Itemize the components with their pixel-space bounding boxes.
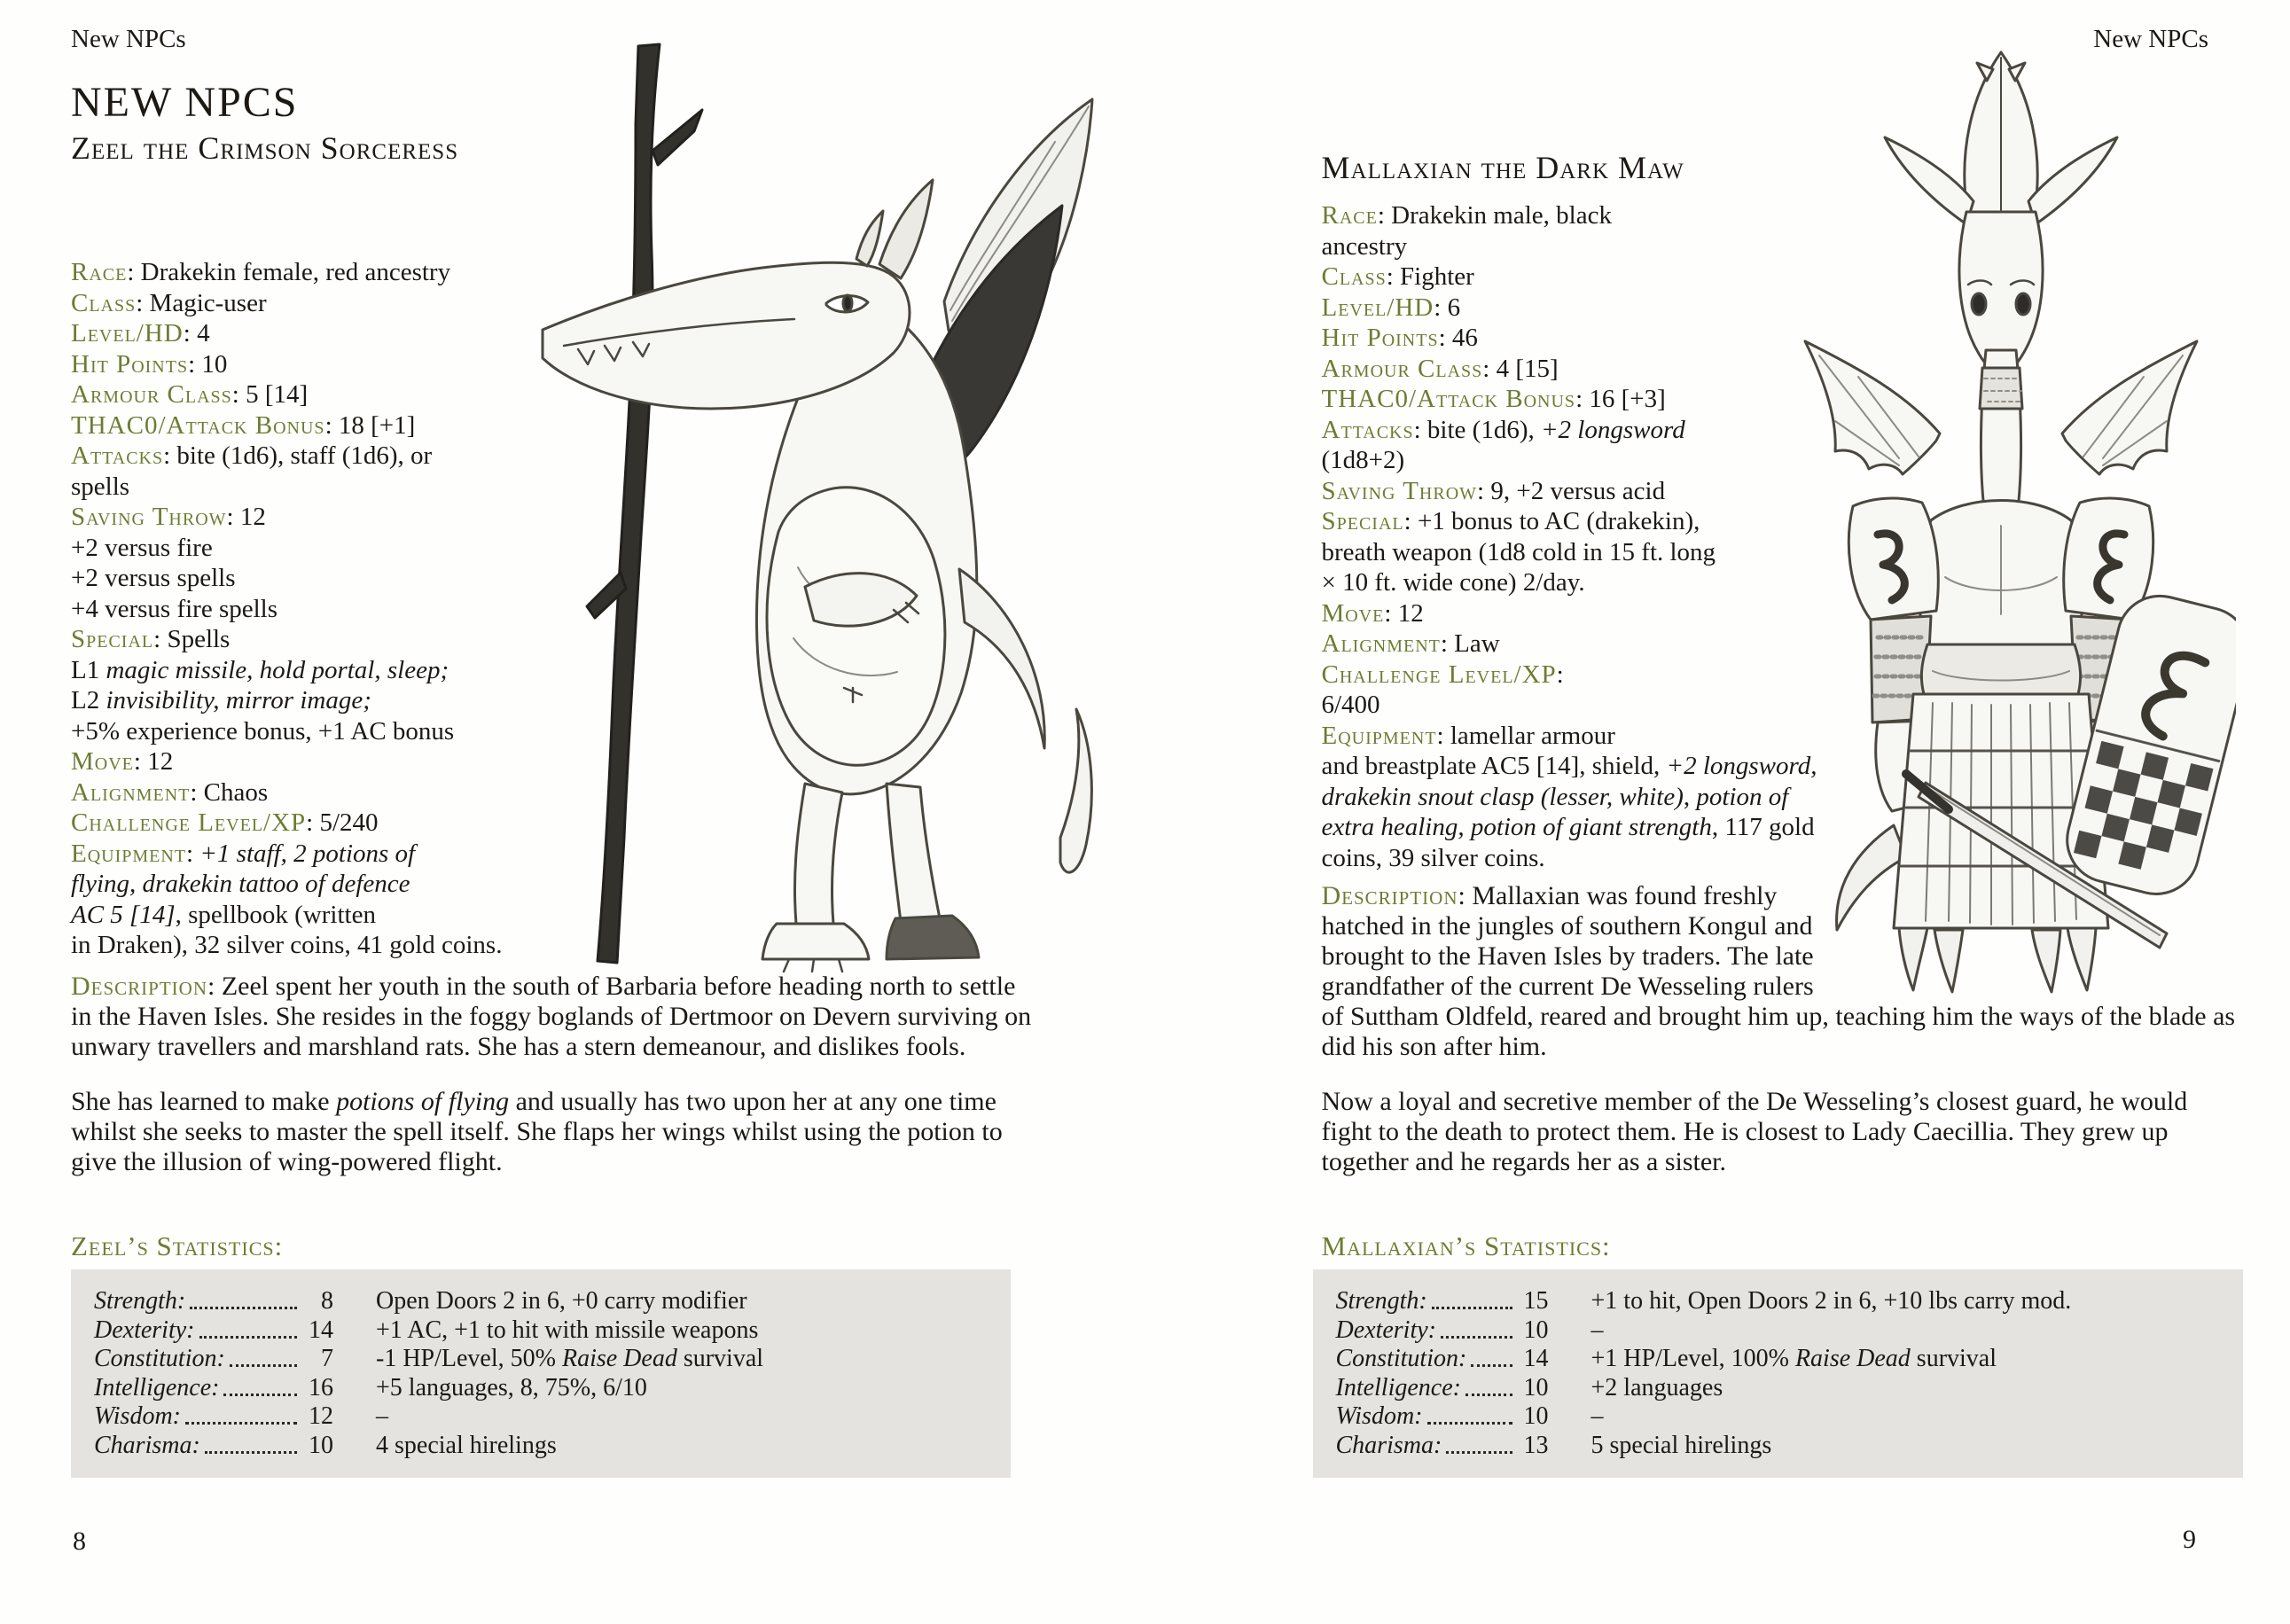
- stat-line: [71, 594, 532, 625]
- stat-text: +4 versus fire spells: [71, 594, 278, 623]
- text-wrap-spacer: [1837, 881, 2236, 975]
- stat-label: Move: [1321, 598, 1385, 628]
- ability-name: Intelligence:: [1335, 1373, 1461, 1401]
- ability-value: 13: [1523, 1431, 1549, 1459]
- ability-row: [94, 1432, 988, 1461]
- stat-text: –: [1590, 1316, 1604, 1344]
- stat-line: [71, 502, 532, 533]
- dot-leader: [205, 1451, 297, 1454]
- stat-text: : 9, +2 versus acid: [1477, 476, 1666, 505]
- dot-leader: [185, 1422, 297, 1425]
- stat-text: drakekin snout clasp (lesser, white): [1321, 782, 1684, 811]
- stat-text: : 46: [1438, 324, 1478, 352]
- ability-modifier: [376, 1287, 988, 1316]
- stat-text: invisibility, mirror image;: [106, 686, 371, 714]
- stat-label: Alignment: [71, 777, 191, 807]
- stat-text: : 12: [1384, 598, 1424, 628]
- stat-line: [71, 624, 532, 655]
- stat-text: : 12: [226, 503, 266, 531]
- ability-row: [94, 1345, 988, 1374]
- ability-name-column: [1336, 1402, 1549, 1431]
- stat-text: and breastplate AC5 [14], shield,: [1321, 752, 1667, 780]
- description-paragraph: [1322, 1087, 2236, 1177]
- ability-name-column: [1336, 1316, 1549, 1345]
- stat-text: Now a loyal and secretive member of the De Wesseling’s closest guard, he would fight to the death to protect them. He is closest to Lady Caecillia. They grew up together and he regards her as a sister.: [1321, 1087, 2188, 1176]
- stat-label: Armour Class: [1321, 354, 1483, 383]
- stat-text: : Drakekin male, black: [1377, 201, 1612, 230]
- ability-value: 10: [1523, 1402, 1549, 1430]
- ability-value: 15: [1523, 1287, 1549, 1315]
- stat-text: Raise Dead: [561, 1345, 677, 1372]
- stat-text: : +1 bonus to AC (drakekin),: [1403, 507, 1700, 535]
- stat-text: +2 versus fire: [71, 533, 213, 562]
- ability-name: Constitution:: [1335, 1345, 1467, 1372]
- stat-line: [71, 869, 532, 900]
- stat-text: +1 to hit, Open Doors 2 in 6, +10 lbs carry mod.: [1590, 1287, 2072, 1315]
- stat-line: [71, 655, 532, 686]
- description-paragraph: [71, 1087, 1036, 1177]
- stat-text: +1 HP/Level, 100%: [1590, 1345, 1795, 1372]
- stat-text: : Law: [1440, 629, 1500, 658]
- stat-label: Hit Points: [1321, 324, 1439, 352]
- stat-text: : 10: [188, 349, 228, 379]
- stat-text: +2 longsword,: [1666, 752, 1817, 780]
- ability-value: 14: [309, 1316, 333, 1344]
- running-header: New NPCs: [2093, 25, 2208, 53]
- ability-name: Charisma:: [1335, 1431, 1442, 1459]
- stat-label: Move: [71, 747, 134, 776]
- stat-label: THAC0/Attack Bonus: [71, 410, 325, 440]
- stat-text: survival: [1910, 1345, 1997, 1372]
- description-paragraph: [71, 972, 1036, 1062]
- stat-text: :: [186, 839, 200, 868]
- mallaxian-illustration: [1766, 40, 2236, 1006]
- stat-text: : Mallaxian was found freshly hatched in the jungles of southern Kongul and brought to the Haven Isles by traders. The late grandfather of the current De Wesseling rulers of Suttham Oldfeld, reared and brought him up, teaching him the ways of the blade as did his son after him.: [1321, 881, 2236, 1061]
- ability-modifier: [376, 1432, 988, 1460]
- ability-name: Wisdom:: [94, 1402, 181, 1430]
- stat-text: extra healing, potion of giant strength: [1321, 813, 1712, 841]
- stat-line: [71, 472, 532, 503]
- stat-label: Race: [71, 258, 128, 286]
- ability-row: [1336, 1432, 2220, 1461]
- npc-heading-zeel: Zeel the Crimson Sorceress: [71, 130, 459, 166]
- ability-table-zeel: [71, 1269, 1011, 1478]
- stat-text: : 12: [133, 747, 174, 776]
- stat-text: : 5/240: [306, 808, 379, 837]
- stat-text: , 117 gold: [1711, 813, 1815, 841]
- stat-text: : lamellar armour: [1436, 721, 1615, 750]
- ability-modifier: [1591, 1432, 2220, 1460]
- stat-label: Equipment: [1321, 721, 1437, 750]
- ability-name: Charisma:: [94, 1431, 200, 1459]
- ability-name-column: [94, 1316, 333, 1345]
- ability-name-column: [94, 1374, 333, 1402]
- ability-value: 16: [309, 1373, 333, 1401]
- ability-name: Dexterity:: [94, 1316, 195, 1344]
- stat-text: × 10 ft. wide cone) 2/day.: [1321, 568, 1585, 597]
- stat-text: magic missile, hold portal, sleep;: [106, 655, 449, 684]
- ability-value: 10: [1523, 1316, 1549, 1344]
- stat-text: 6/400: [1321, 691, 1380, 719]
- stat-line: [71, 685, 532, 716]
- ability-row: [1336, 1345, 2220, 1374]
- stat-text: :: [1556, 660, 1564, 689]
- stat-label: Saving Throw: [71, 503, 227, 531]
- stat-line: [71, 563, 532, 594]
- dot-leader: [230, 1364, 297, 1367]
- zeel-description: [71, 972, 1036, 1202]
- stat-text: ancestry: [1321, 231, 1408, 261]
- npc-heading-mallaxian: Mallaxian the Dark Maw: [1321, 150, 1684, 185]
- stat-label: Alignment: [1321, 629, 1441, 658]
- dot-leader: [1441, 1336, 1512, 1339]
- stat-text: +1 staff, 2 potions of: [199, 839, 416, 868]
- stat-line: [71, 930, 532, 961]
- ability-name-column: [94, 1402, 333, 1431]
- ability-name-column: [94, 1287, 333, 1316]
- stat-text: : Chaos: [190, 777, 269, 807]
- stat-label: Level/HD: [1321, 293, 1434, 322]
- stat-block-zeel: [71, 257, 532, 961]
- stat-text: potion of: [1696, 782, 1789, 811]
- ability-modifier: [1591, 1374, 2220, 1402]
- ability-name: Intelligence:: [94, 1373, 220, 1401]
- stat-label: Race: [1321, 201, 1378, 230]
- stat-text: breath weapon (1d8 cold in 15 ft. long: [1321, 537, 1716, 566]
- page-number: 8: [73, 1526, 86, 1556]
- stat-line: [71, 410, 532, 441]
- stat-text: +5% experience bonus, +1 AC bonus: [71, 716, 455, 746]
- stat-text: AC 5 [14]: [71, 900, 176, 929]
- ability-modifier: [376, 1316, 988, 1345]
- stat-label: Description: [71, 972, 208, 1001]
- ability-modifier: [1591, 1316, 2220, 1345]
- dot-leader: [1432, 1307, 1512, 1309]
- stat-text: : 6: [1434, 293, 1461, 322]
- ability-table-mallaxian: [1313, 1269, 2243, 1478]
- stat-line: [71, 808, 532, 839]
- stat-text: : 4: [183, 319, 210, 347]
- stat-text: –: [1590, 1402, 1604, 1430]
- dot-leader: [1465, 1394, 1512, 1396]
- mallaxian-description: [1322, 881, 2236, 1202]
- ability-value: 10: [1523, 1373, 1549, 1401]
- stat-label: Class: [1321, 262, 1387, 291]
- stat-text: coins, 39 silver coins.: [1321, 843, 1545, 872]
- stat-text: She has learned to make: [71, 1087, 337, 1116]
- stat-text: : Spells: [153, 625, 231, 653]
- stat-text: , spellbook (written: [175, 900, 376, 929]
- ability-row: [94, 1316, 988, 1346]
- stat-label: Attacks: [71, 441, 164, 470]
- ability-modifier: [376, 1374, 988, 1402]
- page-right: [1145, 0, 2290, 1624]
- stat-text: L1: [71, 655, 106, 684]
- stat-line: [71, 379, 532, 410]
- stat-text: : Magic-user: [136, 288, 267, 317]
- ability-value: 12: [309, 1402, 333, 1430]
- ability-modifier: [1591, 1287, 2220, 1316]
- section-title: NEW NPCS: [71, 79, 299, 126]
- stat-text: and usually has two upon her at any one time whilst she seeks to master the spell itself. She flaps her wings whilst using the potion to give the illusion of wing-powered flight.: [71, 1087, 1003, 1176]
- stat-text: : 16 [+3]: [1575, 385, 1666, 413]
- stat-text: –: [376, 1402, 388, 1430]
- ability-name: Constitution:: [94, 1345, 225, 1372]
- dot-leader: [190, 1307, 297, 1309]
- stat-text: ,: [1683, 782, 1697, 811]
- dot-leader: [199, 1336, 298, 1339]
- mallaxian-illustration-svg: [1766, 40, 2236, 1006]
- stat-text: +2 versus spells: [71, 564, 236, 592]
- stat-text: : Drakekin female, red ancestry: [127, 258, 451, 286]
- ability-name: Strength:: [94, 1287, 186, 1315]
- ability-name-column: [1336, 1345, 1549, 1373]
- dot-leader: [1427, 1422, 1512, 1425]
- dot-leader: [1471, 1364, 1512, 1367]
- stats-heading-zeel: Zeel’s Statistics:: [71, 1230, 284, 1261]
- stat-line: [71, 533, 532, 564]
- stat-label: THAC0/Attack Bonus: [1321, 385, 1576, 413]
- stat-text: in Draken), 32 silver coins, 41 gold coins.: [71, 931, 503, 959]
- stat-line: [71, 839, 532, 870]
- stat-text: +5 languages, 8, 75%, 6/10: [376, 1373, 647, 1401]
- stat-line: [71, 716, 532, 747]
- running-header: New NPCs: [71, 25, 186, 53]
- dot-leader: [223, 1394, 297, 1396]
- ability-row: [1336, 1316, 2220, 1346]
- stat-label: Equipment: [71, 839, 187, 868]
- stat-label: Attacks: [1321, 415, 1414, 444]
- dot-leader: [1446, 1451, 1512, 1454]
- stat-text: spells: [71, 472, 130, 501]
- stat-label: Armour Class: [71, 380, 232, 409]
- stat-label: Hit Points: [71, 349, 189, 379]
- stat-text: : 18 [+1]: [324, 410, 416, 440]
- stat-text: 4 special hirelings: [376, 1431, 557, 1459]
- stat-text: survival: [676, 1345, 764, 1372]
- ability-value: 14: [1523, 1345, 1549, 1372]
- stat-label: Challenge Level/XP: [71, 808, 307, 837]
- ability-row: [1336, 1374, 2220, 1403]
- stat-text: : 4 [15]: [1482, 354, 1559, 383]
- stat-text: Open Doors 2 in 6, +0 carry modifier: [376, 1287, 747, 1315]
- ability-row: [1336, 1287, 2220, 1316]
- stat-label: Level/HD: [71, 319, 184, 347]
- stat-text: : 5 [14]: [231, 380, 309, 409]
- ability-name: Strength:: [1335, 1287, 1427, 1315]
- ability-modifier: [376, 1402, 988, 1431]
- stat-label: Special: [1321, 507, 1404, 535]
- stats-heading-mallaxian: Mallaxian’s Statistics:: [1321, 1230, 1611, 1261]
- ability-modifier: [376, 1345, 988, 1373]
- stat-text: flying, drakekin tattoo of defence: [71, 870, 410, 898]
- ability-name-column: [1336, 1374, 1549, 1402]
- ability-name: Wisdom:: [1335, 1402, 1423, 1430]
- stat-line: [71, 318, 532, 349]
- ability-name-column: [1336, 1287, 1549, 1316]
- stat-text: : bite (1d6),: [1413, 415, 1541, 444]
- ability-row: [94, 1287, 988, 1316]
- stat-label: Challenge Level/XP: [1321, 660, 1557, 689]
- stat-label: Class: [71, 288, 137, 317]
- zeel-illustration: [496, 35, 1099, 975]
- stat-line: [71, 900, 532, 931]
- ability-name-column: [1336, 1432, 1549, 1460]
- stat-text: +1 AC, +1 to hit with missile weapons: [376, 1316, 759, 1344]
- ability-name-column: [94, 1345, 333, 1373]
- ability-name: Dexterity:: [1335, 1316, 1436, 1344]
- stat-label: Special: [71, 625, 154, 653]
- zeel-illustration-svg: [496, 35, 1099, 975]
- ability-value: 8: [321, 1287, 333, 1315]
- stat-text: 5 special hirelings: [1590, 1431, 1772, 1459]
- ability-value: 10: [309, 1431, 333, 1459]
- stat-text: Raise Dead: [1794, 1345, 1911, 1372]
- stat-text: : Fighter: [1386, 262, 1474, 291]
- description-paragraph: [1322, 881, 2236, 1062]
- stat-text: -1 HP/Level, 50%: [376, 1345, 562, 1372]
- stat-text: : bite (1d6), staff (1d6), or: [163, 441, 433, 470]
- ability-name-column: [94, 1432, 333, 1460]
- ability-value: 7: [321, 1345, 333, 1372]
- stat-text: : Zeel spent her youth in the south of Barbaria before heading north to settle in the Haven Isles. She resides in the foggy boglands of Dertmoor on Devern surviving on unwary travellers and marshland rats. She has a stern demeanour, and dislikes fools.: [71, 972, 1032, 1061]
- ability-modifier: [1591, 1402, 2220, 1431]
- ability-modifier: [1591, 1345, 2220, 1373]
- stat-text: (1d8+2): [1321, 446, 1405, 474]
- stat-line: [71, 441, 532, 472]
- stat-line: [71, 288, 532, 319]
- stat-text: L2: [71, 686, 106, 714]
- stat-text: +2 languages: [1590, 1373, 1723, 1401]
- ability-row: [94, 1374, 988, 1403]
- stat-text: +2 longsword: [1540, 415, 1685, 444]
- ability-row: [94, 1402, 988, 1432]
- stat-line: [71, 257, 532, 288]
- stat-line: [71, 746, 532, 777]
- stat-label: Description: [1321, 881, 1458, 910]
- stat-line: [71, 777, 532, 808]
- ability-row: [1336, 1402, 2220, 1432]
- stat-text: potions of flying: [336, 1087, 510, 1116]
- stat-line: [71, 349, 532, 380]
- page-number: 9: [2183, 1525, 2196, 1554]
- stat-label: Saving Throw: [1321, 476, 1478, 505]
